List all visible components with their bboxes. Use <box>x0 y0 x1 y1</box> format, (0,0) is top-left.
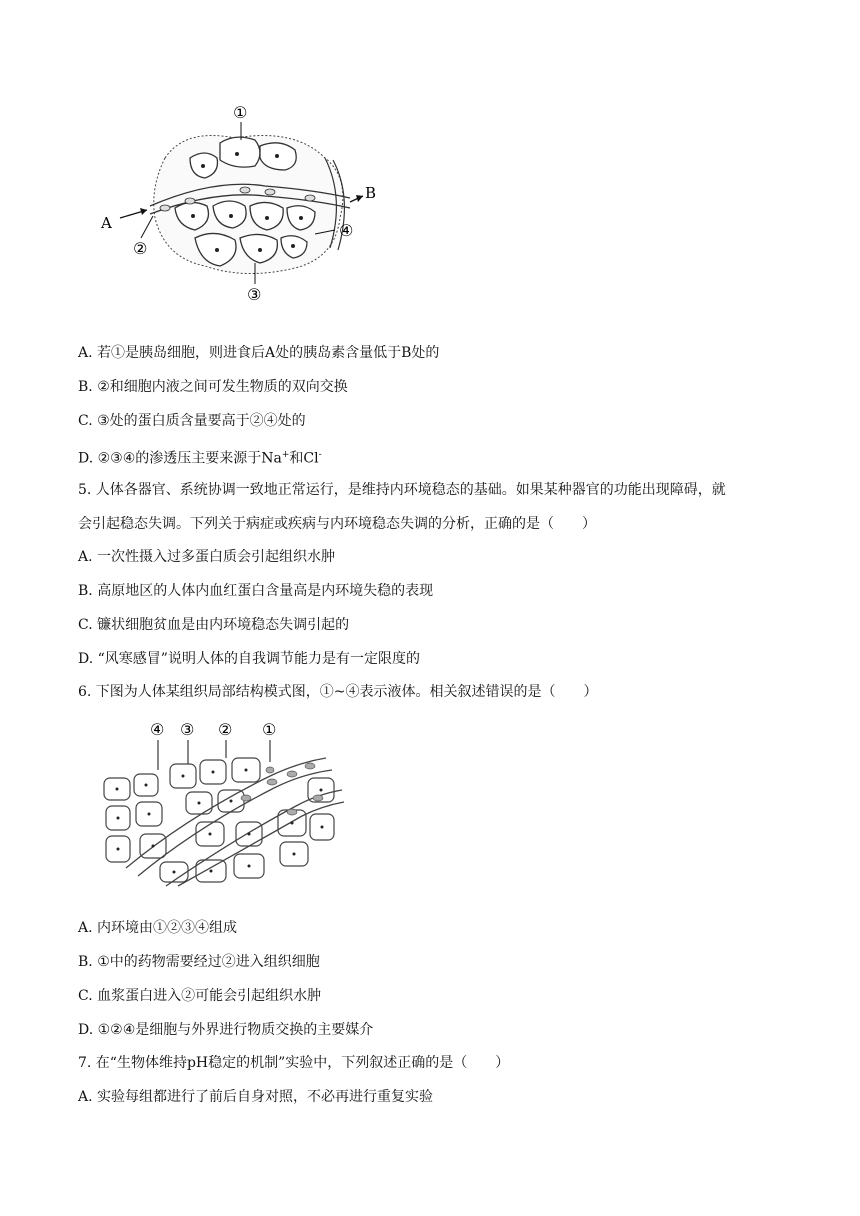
tissue-diagram-1 <box>95 98 385 308</box>
q6-option-d: D. ①②④是细胞与外界进行物质交换的主要媒介 <box>78 1022 374 1038</box>
q5-option-d: D. “风寒感冒”说明人体的自我调节能力是有一定限度的 <box>78 651 420 667</box>
q6-option-c: C. 血浆蛋白进入②可能会引起组织水肿 <box>78 988 322 1004</box>
diagram2-label-2: ② <box>218 720 233 739</box>
tissue-diagram-2 <box>96 718 346 888</box>
q6-option-b: B. ①中的药物需要经过②进入组织细胞 <box>78 954 320 970</box>
q5-option-c: C. 镰状细胞贫血是由内环境稳态失调引起的 <box>78 617 350 633</box>
diagram1-label-2: ② <box>133 239 148 258</box>
diagram1-label-4: ④ <box>339 221 354 240</box>
q5-option-a: A. 一次性摄入过多蛋白质会引起组织水肿 <box>78 549 336 565</box>
diagram1-label-b: B <box>365 184 377 202</box>
q4-option-c: C. ③处的蛋白质含量要高于②④处的 <box>78 413 306 429</box>
q4-option-d-sup2: - <box>318 450 322 460</box>
q5-stem-line2: 会引起稳态失调。下列关于病症或疾病与内环境稳态失调的分析，正确的是（ ） <box>78 516 596 532</box>
diagram2-label-1: ① <box>262 720 277 739</box>
q7-option-a: A. 实验每组都进行了前后自身对照，不必再进行重复实验 <box>78 1089 434 1105</box>
q6-option-a: A. 内环境由①②③④组成 <box>78 920 238 936</box>
diagram2-label-4: ④ <box>150 720 165 739</box>
diagram1-label-a: A <box>101 214 112 232</box>
q4-option-a: A. 若①是胰岛细胞，则进食后A处的胰岛素含量低于B处的 <box>78 345 440 361</box>
diagram2-label-3: ③ <box>180 720 195 739</box>
q4-option-b: B. ②和细胞内液之间可发生物质的双向交换 <box>78 379 348 395</box>
diagram1-label-1: ① <box>233 103 248 122</box>
q4-option-d-sup1: + <box>281 450 290 460</box>
q4-option-d-mid: 和Cl <box>289 450 319 467</box>
q5-option-b: B. 高原地区的人体内血红蛋白含量高是内环境失稳的表现 <box>78 583 434 599</box>
q5-stem-line1: 5. 人体各器官、系统协调一致地正常运行，是维持内环境稳态的基础。如果某种器官的功能出现障碍，就 <box>78 482 726 498</box>
q7-stem: 7. 在“生物体维持pH稳定的机制”实验中，下列叙述正确的是（ ） <box>78 1055 510 1071</box>
q4-option-d-prefix: D. ②③④的渗透压主要来源于Na <box>78 450 282 467</box>
q6-stem: 6. 下图为人体某组织局部结构模式图，①~④表示液体。相关叙述错误的是（ ） <box>78 684 598 700</box>
q4-option-d <box>78 445 322 469</box>
diagram1-label-3: ③ <box>247 285 262 304</box>
